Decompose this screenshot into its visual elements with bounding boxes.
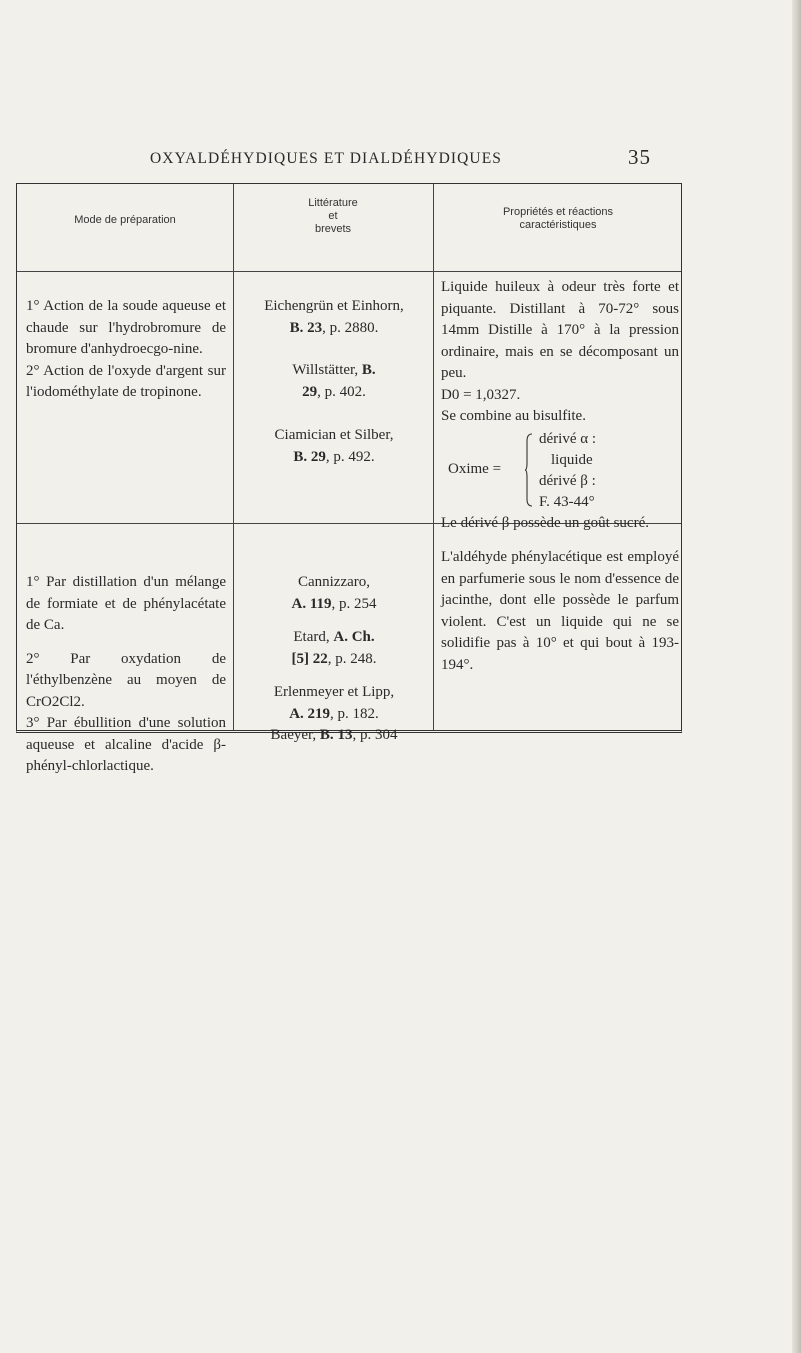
row2-properties [441,547,679,676]
density-value: D0 = 1,0327. [441,386,521,403]
reference: Ciamician et Silber, B. 29, p. 492. [274,427,394,465]
row2-references [239,572,429,747]
column-divider [233,184,234,730]
bisulfite-note: Se combine au bisulfite. [441,408,586,424]
reference: Willstätter, B. 29, p. 402. [292,362,376,400]
column-header-properties: Propriétés et réactions caractéristiques [502,206,614,231]
column-header-preparation: Mode de préparation [74,214,176,226]
property-note: Le dérivé β possède un goût sucré. [441,514,649,531]
data-table [16,183,682,774]
reference: Eichengrün et Einhorn, B. 23, p. 2880. [264,298,404,336]
oxime-label: Oxime = [448,460,502,477]
header-divider [17,271,681,272]
brace-icon [525,433,533,507]
preparation-method: 3° Par ébullition d'une solution aqueuse et alcaline d'acide β-phényl-chlorlactique. [26,715,226,774]
preparation-method: 1° Par distillation d'un mélange de formiate et de phénylacétate de Ca. [26,574,226,633]
reference: Erlenmeyer et Lipp, A. 219, p. 182. [273,684,395,722]
preparation-method: 2° Action de l'oxyde d'argent sur l'iodométhylate de tropinone. [26,362,226,400]
reference: Cannizzaro, A. 119, p. 254 [291,574,377,612]
property-description: L'aldéhyde phénylacétique est employé en parfumerie sous le nom d'essence de jacinthe, dont elle possède le parfum violent. C'est un liquide qui ne se solidifie pas à 10° et qui bout à 193-194°. [441,549,679,673]
column-divider [433,184,434,730]
page-number: 35 [628,145,651,169]
row2-preparation [26,572,226,778]
column-header-literature: Littérature et brevets [308,197,358,235]
reference: Baeyer, B. 13, p. 304 [270,727,398,743]
row1-properties [441,277,679,534]
oxime-block [441,429,679,513]
row1-references [239,296,429,468]
row1-preparation [26,296,226,404]
preparation-method: 1° Action de la soude aqueuse et chaude sur l'hydrobromure de bromure d'anhydroecgo-nine. [26,298,226,357]
reference: Etard, A. Ch. [5] 22, p. 248. [291,629,377,667]
page-edge [792,0,801,1353]
preparation-method: 2° Par oxydation de l'éthylbenzène au moyen de CrO2Cl2. [26,650,226,710]
running-title: OXYALDÉHYDIQUES ET DIALDÉHYDIQUES [150,150,503,167]
oxime-derivatives: dérivé α : liquide dérivé β : F. 43-44° [539,430,597,510]
property-description: Liquide huileux à odeur très forte et piquante. Distillant à 70-72° sous 14mm Distille à 170° à la pression ordinaire, mais en se décomposant un peu. [441,279,679,381]
